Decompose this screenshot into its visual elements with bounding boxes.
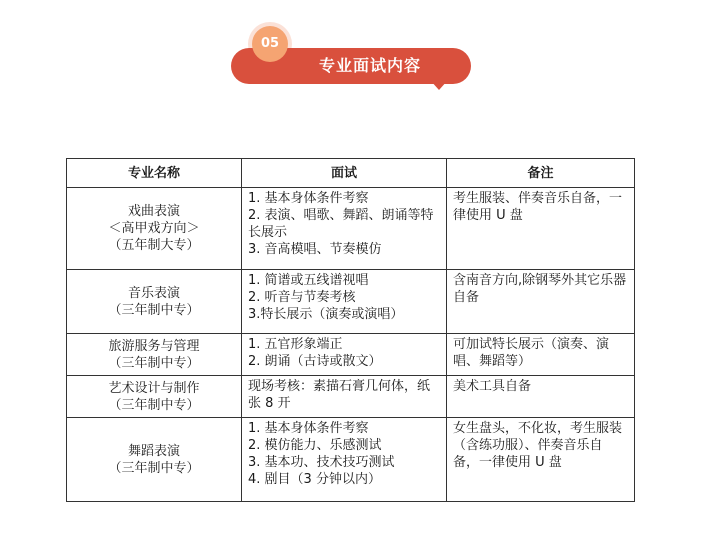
major-name: 艺术设计与制作: [108, 380, 200, 396]
header-major: 专业名称: [67, 159, 242, 188]
interview-item: 2. 模仿能力、乐感测试: [248, 438, 382, 453]
interview-item: 3. 基本功、技术技巧测试: [248, 455, 395, 470]
header-note: 备注: [447, 159, 635, 188]
table-row: [67, 334, 635, 376]
note-cell: [447, 188, 635, 270]
interview-cell: [242, 334, 447, 376]
interview-cell: [242, 270, 447, 334]
section-number-badge: 05: [252, 26, 288, 62]
table-row: [67, 188, 635, 270]
interview-item: 1. 五官形象端正: [248, 337, 343, 352]
interview-item: 3.特长展示（演奏或演唱）: [248, 307, 404, 322]
interview-item: 1. 简谱或五线谱视唱: [248, 273, 369, 288]
interview-table: [66, 158, 635, 502]
interview-item: 4. 剧目（3 分钟以内）: [248, 472, 381, 487]
interview-cell: [242, 376, 447, 418]
major-name-cell: [67, 376, 242, 418]
interview-item: 2. 听音与节奏考核: [248, 290, 356, 305]
note-text: 考生服装、伴奏音乐自备，一律使用 U 盘: [453, 191, 623, 223]
major-duration: （三年制中专）: [108, 397, 200, 413]
interview-item: 1. 基本身体条件考察: [248, 421, 369, 436]
note-cell: [447, 418, 635, 502]
interview-cell: [242, 418, 447, 502]
interview-item: 3. 音高模唱、节奏模仿: [248, 242, 382, 257]
major-duration: （五年制大专）: [108, 238, 200, 253]
table-row: [67, 376, 635, 418]
note-text: 可加试特长展示（演奏、演唱、舞蹈等）: [453, 337, 610, 369]
table-row: [67, 418, 635, 502]
major-name: 舞蹈表演: [127, 443, 180, 459]
note-cell: [447, 334, 635, 376]
note-text: 含南音方向,除钢琴外其它乐器自备: [453, 273, 627, 305]
table-row: [67, 270, 635, 334]
major-name: 戏曲表演: [127, 204, 180, 219]
major-name-cell: [67, 334, 242, 376]
major-duration: （三年制中专）: [108, 460, 200, 476]
note-text: 美术工具自备: [453, 379, 532, 394]
table-header-row: [67, 159, 635, 188]
section-title: 专业面试内容: [318, 56, 421, 75]
major-name-cell: [67, 418, 242, 502]
note-text: 女生盘头，不化妆，考生服装（含练功服）、伴奏音乐自备，一律使用 U 盘: [453, 421, 623, 470]
major-name-cell: [67, 270, 242, 334]
major-duration: （三年制中专）: [108, 355, 200, 371]
interview-item: 2. 表演、唱歌、舞蹈、朗诵等特长展示: [248, 208, 434, 240]
interview-item: 现场考核：素描石膏几何体，纸张 8 开: [248, 379, 431, 411]
major-duration: （三年制中专）: [108, 302, 200, 318]
interview-cell: [242, 188, 447, 270]
interview-item: 2. 朗诵（古诗或散文）: [248, 354, 382, 369]
major-name: 音乐表演: [127, 285, 180, 301]
major-name: 旅游服务与管理: [108, 338, 200, 354]
note-cell: [447, 376, 635, 418]
major-name-cell: [67, 188, 242, 270]
major-direction: ＜高甲戏方向＞: [108, 221, 200, 236]
header-interview: 面试: [242, 159, 447, 188]
note-cell: [447, 270, 635, 334]
interview-item: 1. 基本身体条件考察: [248, 191, 369, 206]
